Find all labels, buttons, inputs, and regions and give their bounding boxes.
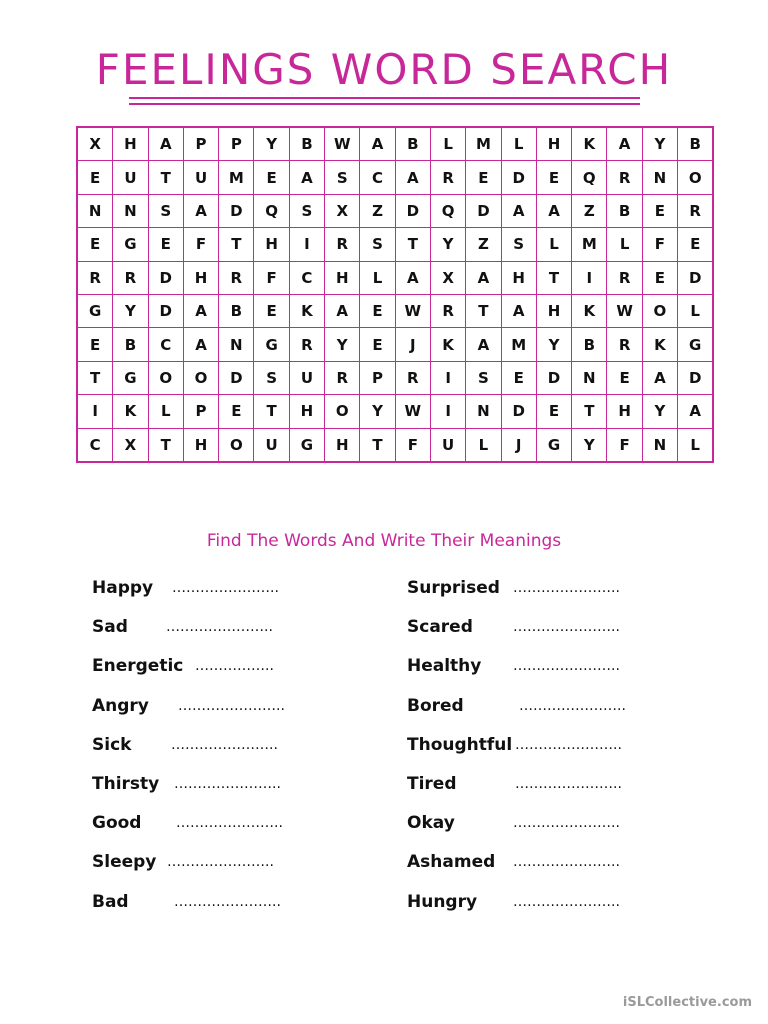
grid-cell: J [395,328,430,361]
grid-row [77,194,713,227]
word-label: Scared [407,617,473,638]
grid-cell: L [148,395,183,428]
grid-cell: W [325,127,360,161]
grid-cell: Y [325,328,360,361]
grid-cell: E [219,395,254,428]
grid-cell: X [113,428,148,462]
grid-cell: Y [430,228,465,261]
grid-cell: F [183,228,218,261]
word-label: Happy [92,578,154,598]
grid-cell: N [466,395,501,428]
word-list-item [92,650,274,689]
grid-cell: G [536,428,571,462]
grid-cell: X [325,194,360,227]
grid-cell: A [607,127,642,161]
grid-cell: Y [642,395,677,428]
grid-cell: R [325,361,360,394]
grid-row [77,395,713,428]
grid-cell: A [148,127,183,161]
grid-cell: A [395,261,430,294]
word-list-item [407,886,620,925]
grid-cell: Q [430,194,465,227]
word-list-item [92,611,273,650]
grid-row [77,428,713,462]
grid-cell: H [183,428,218,462]
grid-cell: D [466,194,501,227]
grid-cell: M [219,161,254,194]
grid-cell: R [395,361,430,394]
grid-cell: D [678,261,714,294]
word-list-item [407,807,620,846]
grid-cell: C [360,161,395,194]
grid-cell: N [77,194,113,227]
grid-cell: Z [572,194,607,227]
meaning-blank: ………………….. [513,893,620,910]
grid-cell: D [219,194,254,227]
grid-cell: D [536,361,571,394]
grid-cell: U [289,361,324,394]
word-list-item [92,807,283,846]
grid-cell: B [607,194,642,227]
meaning-blank: ………………….. [515,736,622,753]
grid-cell: L [430,127,465,161]
grid-cell: W [395,294,430,327]
grid-cell: E [501,361,536,394]
grid-cell: E [360,328,395,361]
grid-cell: B [572,328,607,361]
meaning-blank: …………….. [195,658,274,675]
grid-cell: E [642,261,677,294]
word-label: Bored [407,695,464,716]
grid-cell: A [501,294,536,327]
grid-cell: R [113,261,148,294]
grid-cell: A [536,194,571,227]
grid-cell: Z [466,228,501,261]
grid-cell: F [642,228,677,261]
meaning-blank: ………………….. [172,580,279,596]
grid-cell: I [289,228,324,261]
grid-cell: K [113,395,148,428]
grid-cell: E [642,194,677,227]
word-list-left [92,572,285,925]
grid-cell: T [254,395,289,428]
grid-cell: L [536,228,571,261]
grid-cell: N [219,328,254,361]
grid-cell: C [77,428,113,462]
grid-cell: E [148,228,183,261]
word-list-item [407,572,620,611]
grid-cell: D [501,161,536,194]
grid-cell: S [254,361,289,394]
grid-cell: L [360,261,395,294]
grid-cell: T [148,428,183,462]
grid-cell: B [395,127,430,161]
grid-cell: E [536,395,571,428]
grid-cell: R [607,261,642,294]
grid-cell: P [360,361,395,394]
grid-cell: E [77,228,113,261]
meaning-blank: ………………….. [174,893,281,910]
grid-cell: O [219,428,254,462]
grid-cell: T [219,228,254,261]
grid-cell: R [607,328,642,361]
grid-cell: S [148,194,183,227]
grid-row [77,328,713,361]
meaning-blank: ………………….. [515,775,622,792]
grid-cell: H [325,261,360,294]
grid-cell: S [360,228,395,261]
grid-cell: H [289,395,324,428]
word-list-item [92,768,281,807]
word-list-item [92,886,281,925]
grid-cell: O [642,294,677,327]
grid-cell: D [219,361,254,394]
grid-cell: L [501,127,536,161]
grid-cell: H [325,428,360,462]
grid-cell: E [678,228,714,261]
grid-cell: H [607,395,642,428]
grid-cell: O [183,361,218,394]
grid-cell: H [113,127,148,161]
grid-cell: G [254,328,289,361]
grid-cell: U [183,161,218,194]
grid-cell: R [430,161,465,194]
grid-cell: B [678,127,714,161]
grid-cell: R [77,261,113,294]
title-underline-second [129,103,640,105]
grid-cell: F [395,428,430,462]
grid-cell: T [572,395,607,428]
grid-cell: E [254,294,289,327]
grid-cell: I [77,395,113,428]
grid-cell: A [642,361,677,394]
grid-cell: G [113,361,148,394]
grid-row [77,261,713,294]
meaning-blank: ………………….. [513,619,620,636]
grid-cell: C [289,261,324,294]
grid-cell: D [148,261,183,294]
grid-cell: K [642,328,677,361]
grid-cell: P [219,127,254,161]
grid-cell: T [77,361,113,394]
grid-cell: K [430,328,465,361]
meaning-blank: ………………….. [513,658,620,675]
word-list-item [407,729,622,768]
grid-cell: B [113,328,148,361]
grid-cell: K [572,294,607,327]
grid-row [77,161,713,194]
grid-row [77,361,713,394]
grid-cell: A [466,261,501,294]
grid-cell: E [254,161,289,194]
grid-cell: Z [360,194,395,227]
word-label: Hungry [407,891,478,912]
grid-cell: E [77,328,113,361]
grid-row [77,294,713,327]
word-label: Sick [92,734,132,755]
grid-cell: Y [642,127,677,161]
grid-cell: A [183,194,218,227]
grid-cell: H [254,228,289,261]
grid-cell: Y [113,294,148,327]
grid-cell: I [572,261,607,294]
word-label: Sleepy [92,852,157,873]
grid-cell: B [289,127,324,161]
grid-cell: G [289,428,324,462]
grid-cell: T [536,261,571,294]
grid-cell: L [466,428,501,462]
grid-cell: M [466,127,501,161]
grid-cell: R [289,328,324,361]
grid-cell: R [430,294,465,327]
grid-cell: E [77,161,113,194]
grid-cell: W [607,294,642,327]
footer-watermark: iSLCollective.com [622,995,752,1010]
grid-cell: A [183,294,218,327]
word-label: Sad [92,617,128,638]
word-label: Tired [407,773,457,794]
grid-cell: O [148,361,183,394]
grid-cell: R [607,161,642,194]
grid-cell: S [501,228,536,261]
meaning-blank: ………………….. [171,736,278,753]
grid-cell: P [183,127,218,161]
meaning-blank: ………………….. [513,580,620,596]
grid-cell: L [678,294,714,327]
word-label: Healthy [407,656,482,677]
grid-cell: S [325,161,360,194]
grid-cell: O [325,395,360,428]
grid-cell: A [466,328,501,361]
grid-cell: W [395,395,430,428]
grid-cell: A [325,294,360,327]
grid-cell: X [430,261,465,294]
meaning-blank: ………………….. [178,697,285,714]
grid-cell: E [607,361,642,394]
grid-cell: F [607,428,642,462]
grid-cell: N [572,361,607,394]
word-label: Bad [92,891,129,912]
grid-cell: A [501,194,536,227]
grid-cell: I [430,395,465,428]
grid-cell: L [678,428,714,462]
page-title: FEELINGS WORD SEARCH [95,45,673,94]
grid-cell: E [466,161,501,194]
title-underline [129,97,640,99]
grid-cell: A [289,161,324,194]
meaning-blank: ………………….. [166,619,273,636]
word-label: Okay [407,813,455,834]
grid-cell: R [678,194,714,227]
word-list-item [92,572,279,611]
word-search-grid [76,126,714,463]
word-list-item [407,846,620,885]
grid-cell: M [572,228,607,261]
word-list-right [407,572,626,925]
grid-cell: E [536,161,571,194]
meaning-blank: ………………….. [167,854,274,871]
grid-cell: L [607,228,642,261]
grid-row [77,127,713,161]
grid-cell: M [501,328,536,361]
grid-cell: N [642,161,677,194]
word-list-item [407,768,622,807]
word-label: Ashamed [407,852,496,873]
grid-cell: O [678,161,714,194]
grid-cell: Y [572,428,607,462]
word-list-item [92,729,278,768]
grid-cell: H [501,261,536,294]
grid-cell: U [113,161,148,194]
grid-cell: G [77,294,113,327]
grid-cell: N [113,194,148,227]
grid-cell: H [183,261,218,294]
meaning-blank: ………………….. [513,815,620,832]
grid-cell: A [395,161,430,194]
meaning-blank: ………………….. [513,854,620,871]
word-label: Thirsty [92,773,160,794]
grid-cell: C [148,328,183,361]
grid-cell: K [289,294,324,327]
grid-cell: S [466,361,501,394]
grid-cell: Y [360,395,395,428]
grid-cell: T [466,294,501,327]
grid-cell: B [219,294,254,327]
grid-cell: A [678,395,714,428]
grid-cell: G [678,328,714,361]
word-label: Energetic [92,656,184,677]
grid-cell: E [360,294,395,327]
grid-cell: R [325,228,360,261]
grid-cell: T [148,161,183,194]
meaning-blank: ………………….. [176,815,283,832]
meaning-blank: ………………….. [519,697,626,714]
word-list-item [92,846,274,885]
grid-cell: Y [254,127,289,161]
grid-cell: F [254,261,289,294]
grid-cell: Y [536,328,571,361]
grid-cell: D [148,294,183,327]
instructions-subtitle: Find The Words And Write Their Meanings [206,531,562,551]
grid-cell: J [501,428,536,462]
grid-cell: N [642,428,677,462]
grid-cell: P [183,395,218,428]
grid-cell: G [113,228,148,261]
grid-cell: Q [254,194,289,227]
word-label: Thoughtful [407,734,513,755]
word-label: Angry [92,695,149,716]
word-list-item [407,650,620,689]
grid-cell: Q [572,161,607,194]
grid-cell: D [395,194,430,227]
grid-cell: H [536,127,571,161]
meaning-blank: ………………….. [174,775,281,792]
word-label: Surprised [407,578,500,598]
word-label: Good [92,813,142,834]
grid-cell: S [289,194,324,227]
word-list-item [407,690,626,729]
grid-cell: A [183,328,218,361]
word-list-item [407,611,620,650]
grid-cell: U [430,428,465,462]
grid-cell: D [678,361,714,394]
grid-cell: T [395,228,430,261]
word-list-item [92,690,285,729]
grid-cell: T [360,428,395,462]
grid-cell: X [77,127,113,161]
grid-cell: I [430,361,465,394]
grid-cell: U [254,428,289,462]
grid-cell: D [501,395,536,428]
grid-cell: R [219,261,254,294]
grid-row [77,228,713,261]
grid-cell: A [360,127,395,161]
grid-cell: K [572,127,607,161]
grid-cell: H [536,294,571,327]
